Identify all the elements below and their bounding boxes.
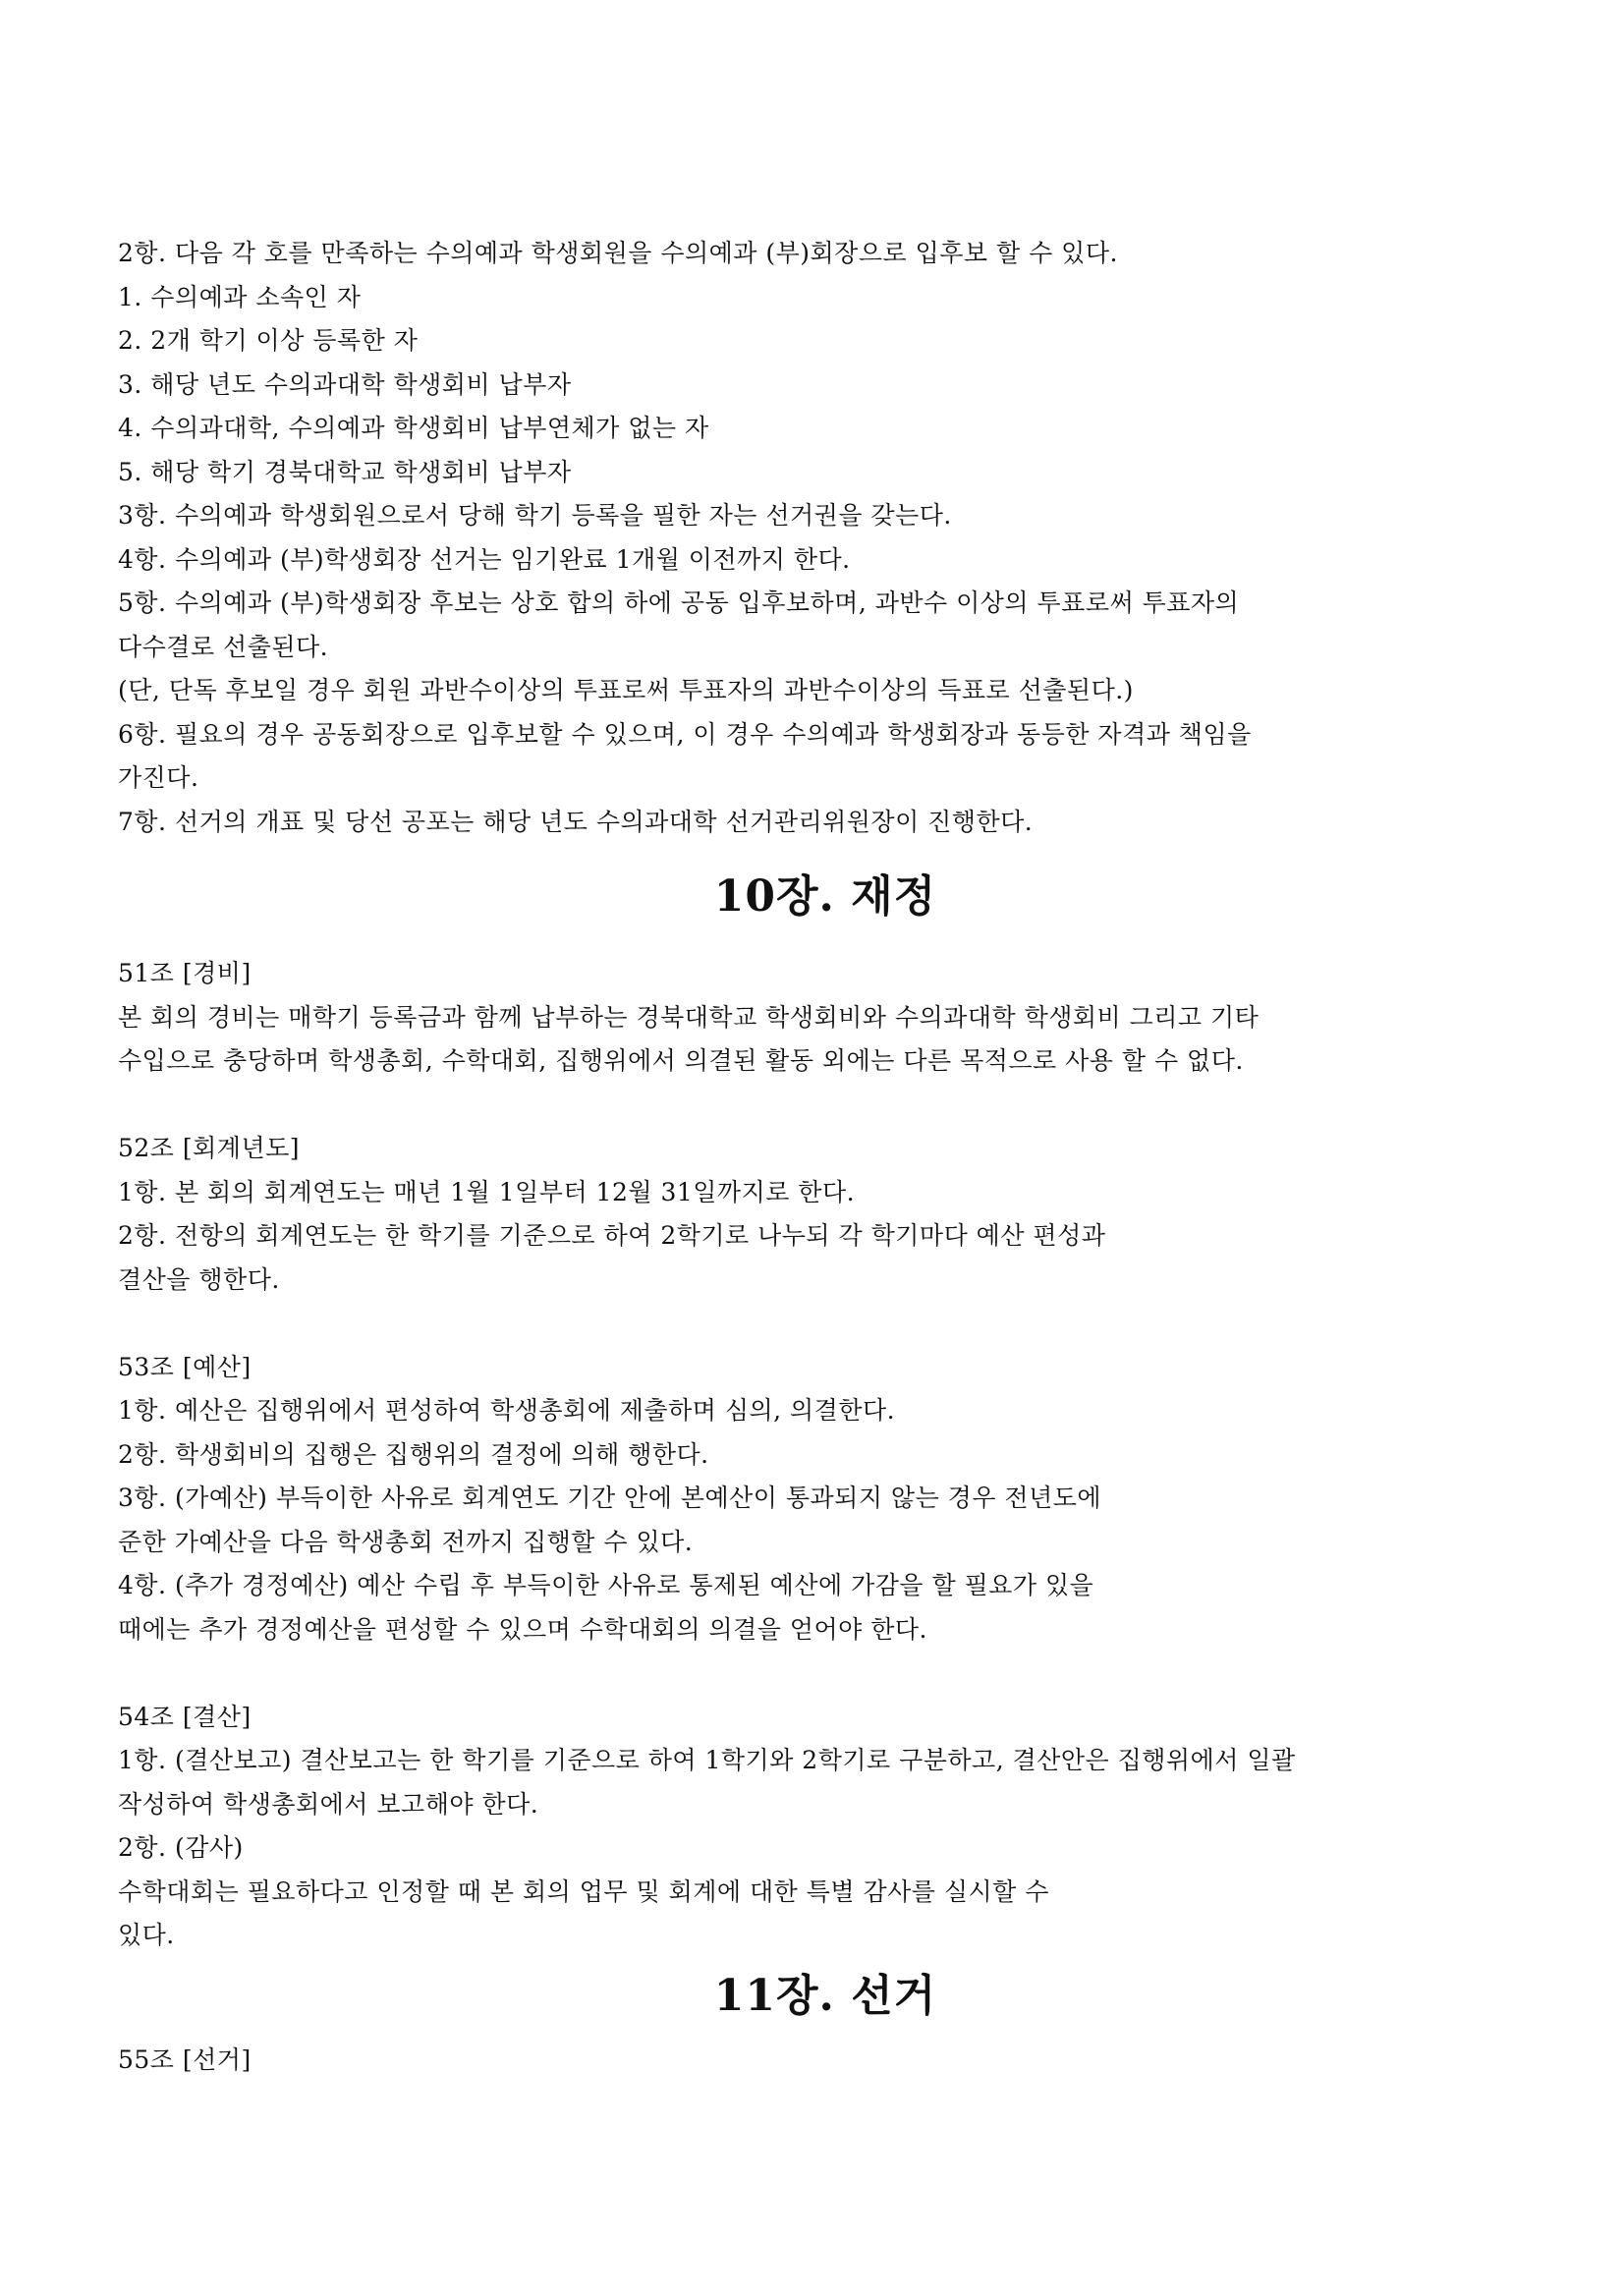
chapter-10-heading: 10장. 재정 [713,871,937,922]
clause-line: 1항. 예산은 집행위에서 편성하여 학생총회에 제출하며 심의, 의결한다. [118,1396,896,1425]
clause-line: 때에는 추가 경정예산을 편성할 수 있으며 수학대회의 의결을 얻어야 한다. [118,1614,927,1644]
chapter-11-heading: 11장. 선거 [713,1970,937,2021]
clause-line: 수입으로 충당하며 학생총회, 수학대회, 집행위에서 의결된 활동 외에는 다른 목적으로 사용 할 수 없다. [118,1046,1244,1075]
clause-line: 가진다. [118,763,199,792]
clause-line: 7항. 선거의 개표 및 당선 공포는 해당 년도 수의과대학 선거관리위원장이 진행한다. [118,807,1034,836]
clause-line: 5항. 수의예과 (부)학생회장 후보는 상호 합의 하에 공동 입후보하며, 과반수 이상의 투표로써 투표자의 [118,588,1240,617]
clause-line: 1항. 본 회의 회계연도는 매년 1월 1일부터 12월 31일까지로 한다. [118,1177,856,1206]
clause-line: 1. 수의예과 소속인 자 [118,282,362,311]
clause-line: 2. 2개 학기 이상 등록한 자 [118,326,419,355]
clause-line: 3항. 수의예과 학생회원으로서 당해 학기 등록을 필한 자는 선거권을 갖는다. [118,501,952,530]
clause-line: 4항. (추가 경정예산) 예산 수립 후 부득이한 사유로 통제된 예산에 가감을 할 필요가 있을 [118,1571,1094,1599]
article-title: 54조 [결산] [118,1702,252,1731]
clause-line: 1항. (결산보고) 결산보고는 한 학기를 기준으로 하여 1학기와 2학기로 구분하고, 결산안은 집행위에서 일괄 [118,1746,1296,1774]
clause-line: (단, 단독 후보일 경우 회원 과반수이상의 투표로써 투표자의 과반수이상의 득표로 선출된다.) [118,676,1134,704]
spacer [118,1084,1533,1128]
clause-line: 2항. (감사) [118,1833,244,1862]
document-body [118,232,1533,2082]
clause-line: 작성하여 학생총회에서 보고해야 한다. [118,1789,539,1819]
election-rules-continued [118,232,1533,844]
clause-line: 2항. 다음 각 호를 만족하는 수의예과 학생회원을 수의예과 (부)회장으로 입후보 할 수 있다. [118,239,1118,267]
article-51 [118,952,1533,1084]
spacer [118,1302,1533,1346]
clause-line: 4항. 수의예과 (부)학생회장 선거는 임기완료 1개월 이전까지 한다. [118,544,851,574]
article-title: 55조 [선거] [118,2044,252,2074]
clause-line: 4. 수의과대학, 수의예과 학생회비 납부연체가 없는 자 [118,414,709,442]
clause-line: 있다. [118,1921,175,1949]
clause-line: 3항. (가예산) 부득이한 사유로 회계연도 기간 안에 본예산이 통과되지 않는 경우 전년도에 [118,1484,1102,1512]
clause-line: 2항. 전항의 회계연도는 한 학기를 기준으로 하여 2학기로 나누되 각 학기마다 예산 편성과 [118,1221,1106,1250]
clause-line: 준한 가예산을 다음 학생총회 전까지 집행할 수 있다. [118,1527,694,1556]
article-title: 51조 [경비] [118,959,252,987]
clause-line: 6항. 필요의 경우 공동회장으로 입후보할 수 있으며, 이 경우 수의예과 학생회장과 동등한 자격과 책임을 [118,719,1252,749]
clause-line: 다수결로 선출된다. [118,632,329,661]
clause-line: 2항. 학생회비의 집행은 집행위의 결정에 의해 행한다. [118,1439,709,1469]
clause-line: 수학대회는 필요하다고 인정할 때 본 회의 업무 및 회계에 대한 특별 감사를 실시할 수 [118,1876,1049,1906]
article-title: 53조 [예산] [118,1352,252,1381]
article-54 [118,1696,1533,1958]
spacer [118,1652,1533,1696]
clause-line: 3. 해당 년도 수의과대학 학생회비 납부자 [118,369,572,399]
article-52 [118,1127,1533,1302]
clause-line: 결산을 행한다. [118,1264,280,1294]
clause-line: 본 회의 경비는 매학기 등록금과 함께 납부하는 경북대학교 학생회비와 수의과대학 학생회비 그리고 기타 [118,1002,1260,1032]
article-55 [118,2039,1533,2083]
article-title: 52조 [회계년도] [118,1134,301,1162]
clause-line: 5. 해당 학기 경북대학교 학생회비 납부자 [118,457,572,486]
article-53 [118,1346,1533,1652]
